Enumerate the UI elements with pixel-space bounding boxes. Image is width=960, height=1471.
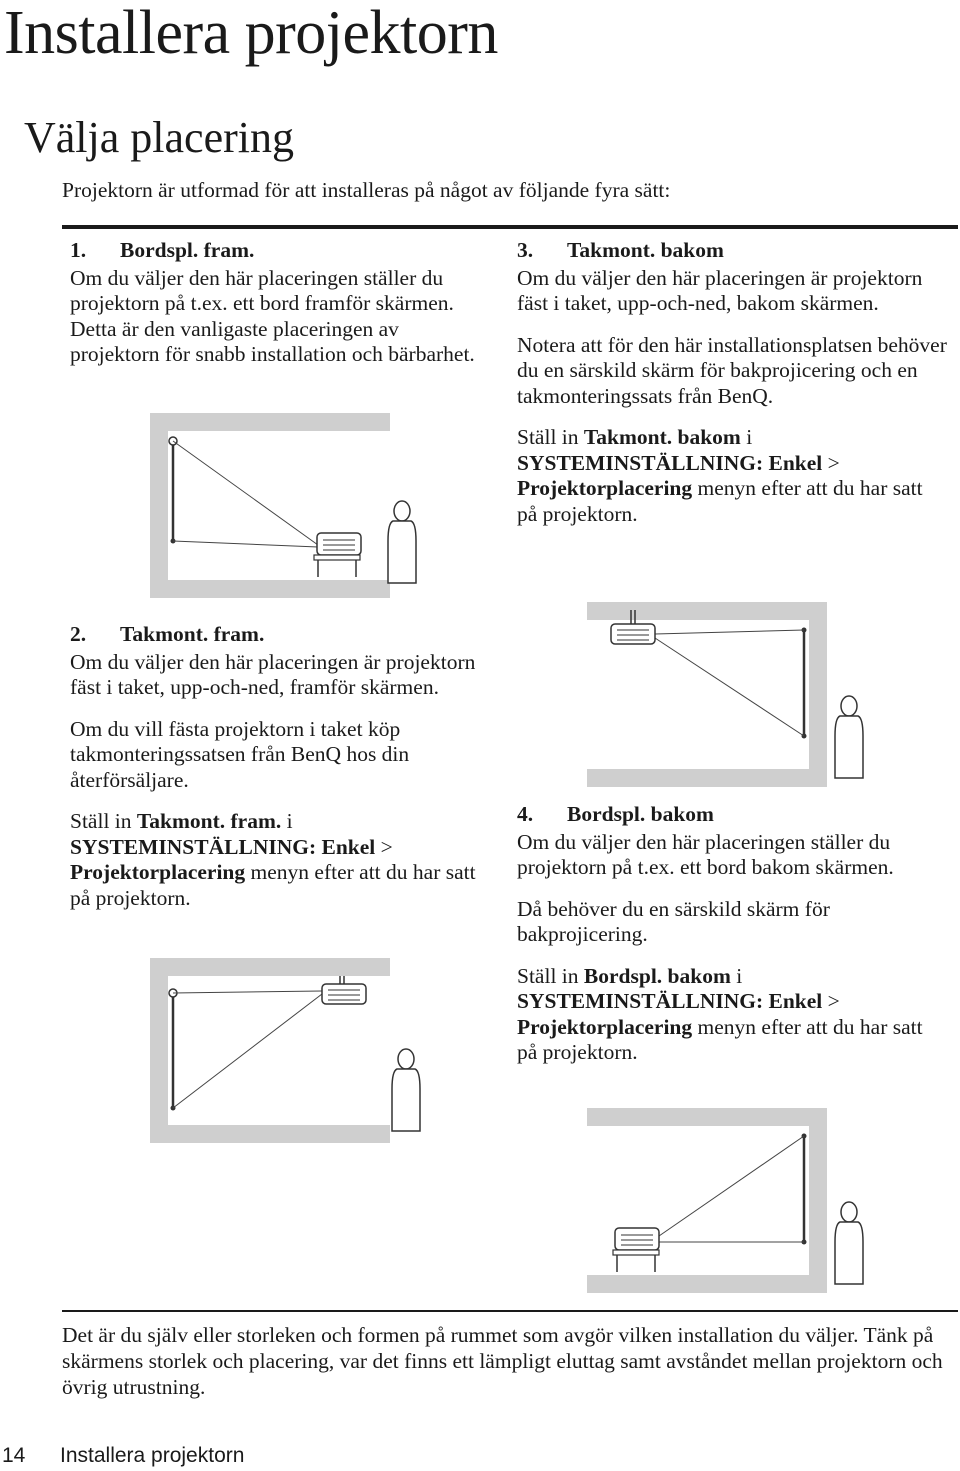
ceiling-front-illustration: [150, 958, 390, 1143]
page-footer: [2, 1444, 244, 1468]
option-2-setting: Ställ in Takmont. fram. i SYSTEMINSTÄLLNING: Enkel > Projektorplacering menyn efter att du har satt på projektorn.: [70, 809, 476, 910]
option-4-note: Då behöver du en särskild skärm för bakprojicering.: [517, 896, 830, 946]
option-3-setting: Ställ in Takmont. bakom i SYSTEMINSTÄLLNING: Enkel > Projektorplacering menyn efter att du har satt på projektorn.: [517, 425, 923, 526]
option-4-setting: Ställ in Bordspl. bakom i SYSTEMINSTÄLLNING: Enkel > Projektorplacering menyn efter att du har satt på projektorn.: [517, 963, 923, 1064]
footer-chapter: Installera projektorn: [60, 1444, 245, 1467]
option-4-description: Om du väljer den här placeringen ställer du projektorn på t.ex. ett bord bakom skärmen.: [517, 829, 894, 879]
ceiling-rear-illustration: [587, 602, 827, 787]
front-table-illustration: [150, 413, 390, 598]
option-2-block: [70, 622, 500, 927]
footnote-text: Det är du själv eller storleken och formen på rummet som avgör vilken installation du väljer. Tänk på skärmens storlek och placering, var det finns ett lämpligt eluttag samt avståndet mellan projektorn och övrig utrustning.: [62, 1323, 943, 1399]
option-4-block: [517, 802, 947, 1082]
rear-table-illustration: [587, 1108, 827, 1293]
option-1-title: 1. Bordspl. fram.: [70, 238, 255, 262]
option-2-title: 2. Takmont. fram.: [70, 622, 265, 646]
page-number: 14: [2, 1444, 26, 1467]
option-2-description: Om du väljer den här placeringen är projektorn fäst i taket, upp-och-ned, framför skärmen.: [70, 649, 476, 699]
option-3-block: [517, 238, 947, 543]
section-heading: Välja placering: [24, 113, 294, 162]
option-4-title: 4. Bordspl. bakom: [517, 802, 714, 826]
option-3-note: Notera att för den här installationsplatsen behöver du en särskild skärm för bakprojicering och en takmonteringssats från BenQ.: [517, 332, 947, 408]
option-3-title: 3. Takmont. bakom: [517, 238, 724, 262]
option-1-block: [70, 238, 490, 384]
intro-text: Projektorn är utformad för att installeras på något av följande fyra sätt:: [62, 178, 671, 202]
option-1-description: Om du väljer den här placeringen ställer du projektorn på t.ex. ett bord framför skärmen. Detta är den vanligaste placeringen av projektorn för snabb installation och bärbarhet.: [70, 265, 475, 366]
option-3-description: Om du väljer den här placeringen är projektorn fäst i taket, upp-och-ned, bakom skärmen.: [517, 265, 923, 315]
option-2-note: Om du vill fästa projektorn i taket köp takmonteringssatsen från BenQ hos din återförsäljare.: [70, 716, 410, 792]
footnote-divider: [62, 1310, 958, 1312]
page-title: Installera projektorn: [4, 0, 498, 67]
top-divider: [62, 225, 958, 229]
